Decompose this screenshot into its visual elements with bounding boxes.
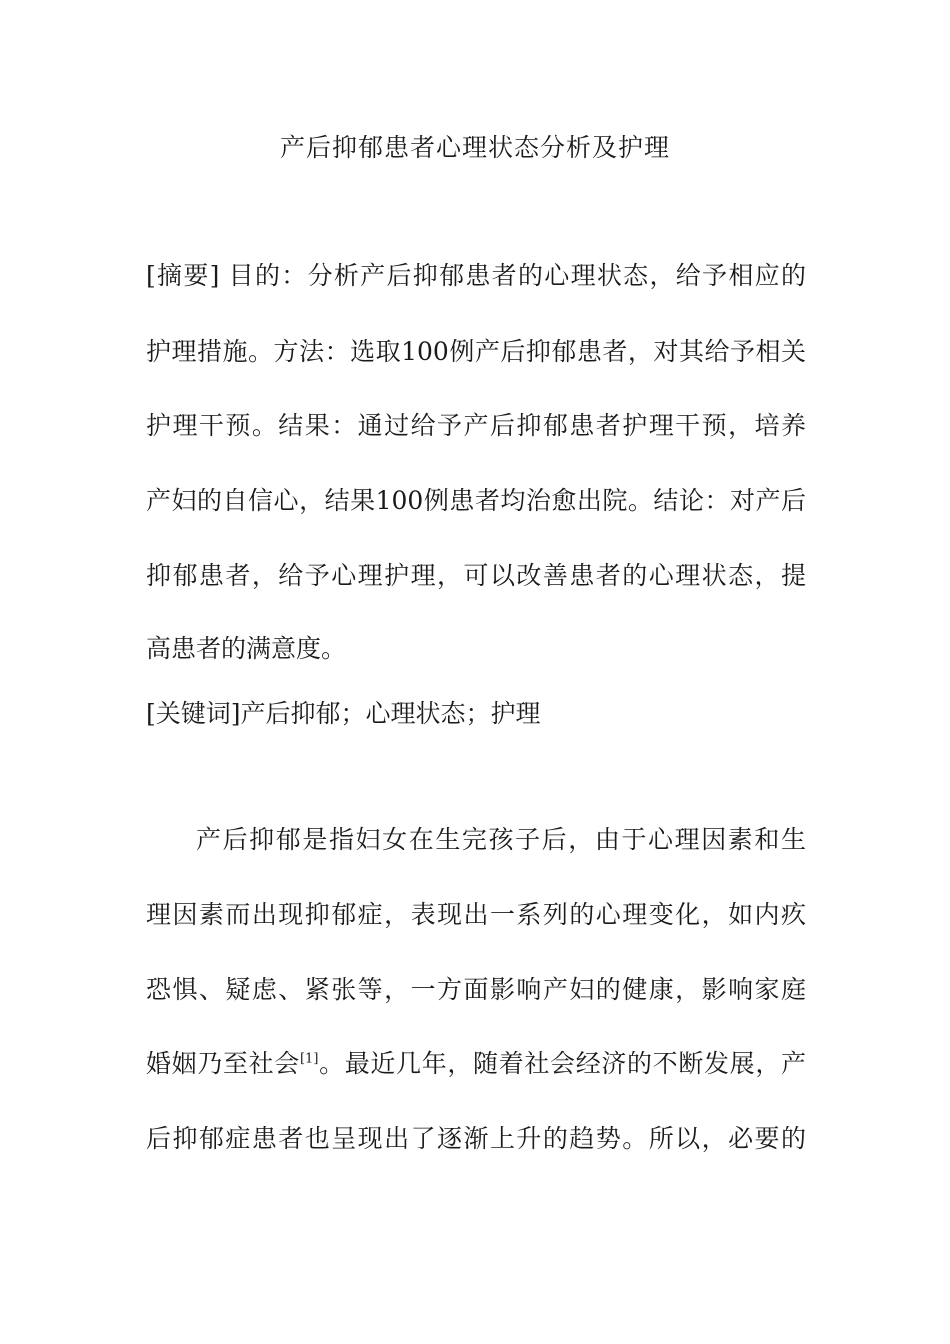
body-line-1: 产后抑郁是指妇女在生完孩子后，由于心理因素和生 bbox=[196, 825, 806, 854]
body-line-5: 后抑郁症患者也呈现出了逐渐上升的趋势。所以，必要的 bbox=[146, 1124, 806, 1153]
document-title: 产后抑郁患者心理状态分析及护理 bbox=[279, 133, 670, 162]
abstract-line-5: 抑郁患者，给予心理护理，可以改善患者的心理状态，提 bbox=[146, 561, 806, 590]
citation-ref-1: [1] bbox=[299, 1051, 319, 1067]
keywords-line: [关键词]产后抑郁；心理状态；护理 bbox=[146, 699, 541, 728]
body-line-4 bbox=[146, 1044, 806, 1084]
abstract-line-3: 护理干预。结果：通过给予产后抑郁患者护理干预，培养 bbox=[146, 411, 806, 440]
abstract-line-1: [摘要] 目的：分析产后抑郁患者的心理状态，给予相应的 bbox=[146, 261, 806, 290]
abstract-line-6: 高患者的满意度。 bbox=[146, 634, 347, 663]
body-line-4-text-a: 婚姻乃至社会 bbox=[146, 1049, 300, 1078]
abstract-line-2: 护理措施。方法：选取100例产后抑郁患者，对其给予相关 bbox=[146, 337, 806, 366]
body-line-2: 理因素而出现抑郁症，表现出一系列的心理变化，如内疚 bbox=[146, 900, 806, 929]
abstract-line-4: 产妇的自信心，结果100例患者均治愈出院。结论：对产后 bbox=[146, 486, 806, 515]
body-line-3: 恐惧、疑虑、紧张等，一方面影响产妇的健康，影响家庭 bbox=[146, 975, 806, 1004]
body-line-4-text-b: 。最近几年，随着社会经济的不断发展，产 bbox=[318, 1049, 806, 1078]
